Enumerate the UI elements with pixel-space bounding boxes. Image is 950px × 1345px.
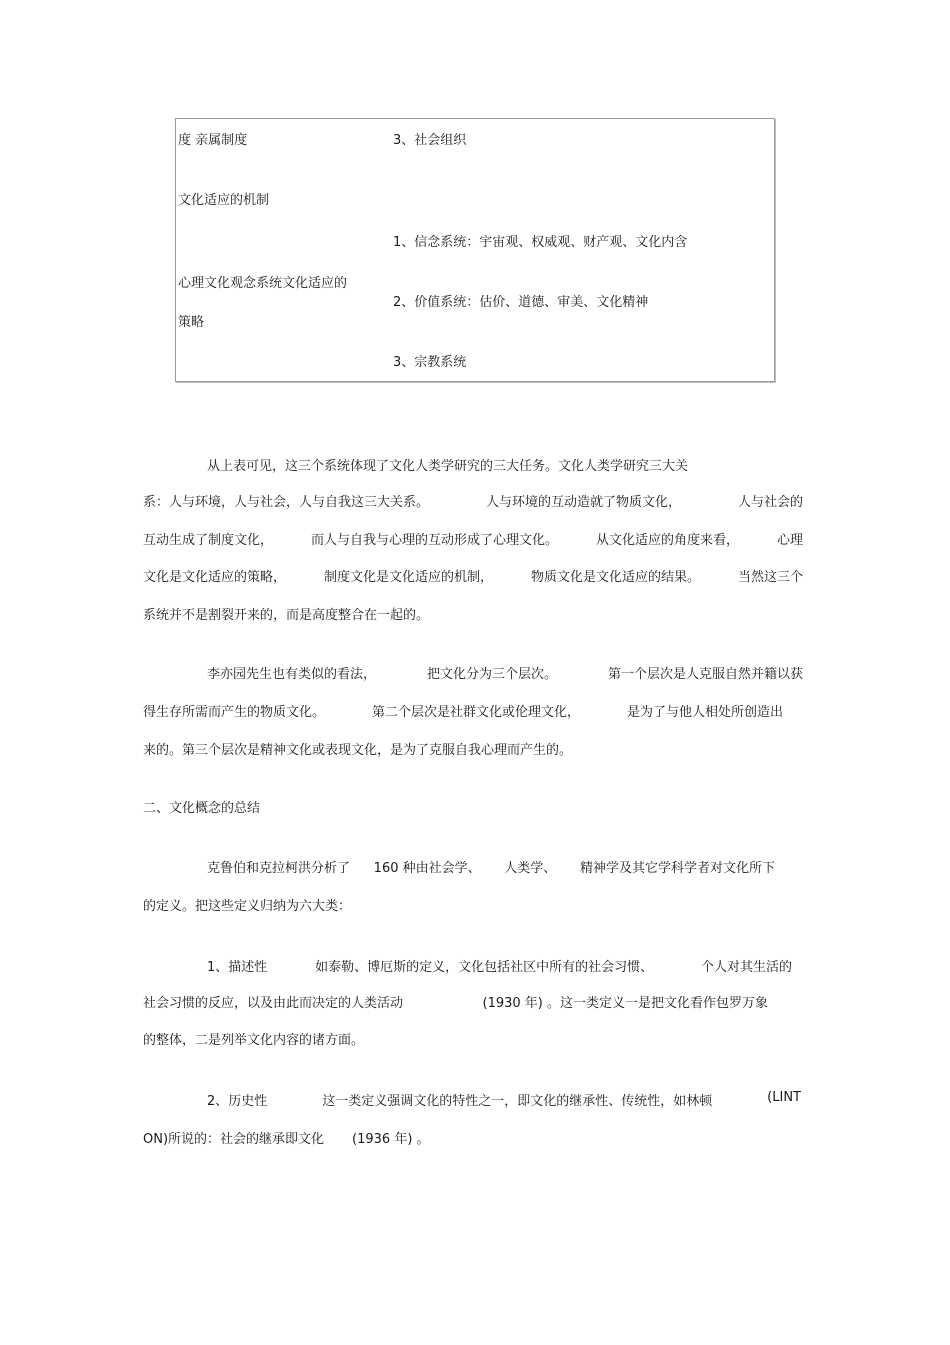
- table-cell-strategy: 策略: [178, 315, 205, 330]
- text-line: 的整体，二是列举文化内容的诸方面。: [143, 1033, 365, 1048]
- table-cell-social-org: 3、社会组织: [393, 133, 467, 148]
- text-line: [143, 701, 783, 720]
- text-line: [143, 992, 768, 1011]
- text-segment: 这一类定义强调文化的特性之一，即文化的继承性、传统性，如林顿: [322, 1094, 713, 1109]
- text-segment: 把文化分为三个层次。: [426, 667, 557, 682]
- text-line: 的定义。把这些定义归纳为六大类：: [143, 899, 352, 914]
- text-segment: 当然这三个: [737, 570, 803, 585]
- text-segment: 得生存所需而产生的物质文化。: [143, 705, 326, 720]
- text-segment: 1、描述性: [207, 960, 268, 975]
- text-line: [207, 1090, 801, 1109]
- text-segment: (1930 年) 。这一类定义一是把文化看作包罗万象: [482, 996, 768, 1011]
- text-segment: 克鲁伯和克拉柯洪分析了: [207, 861, 351, 876]
- table-cell-mechanism: 文化适应的机制: [178, 193, 270, 208]
- text-line: [143, 491, 803, 510]
- text-segment: 文化是文化适应的策略，: [143, 570, 287, 585]
- text-segment: 制度文化是文化适应的机制，: [323, 570, 493, 585]
- text-segment: (1936 年) 。: [352, 1132, 430, 1147]
- text-line: 从上表可见，这三个系统体现了文化人类学研究的三大任务。文化人类学研究三大关: [207, 459, 689, 474]
- text-segment: 李亦园先生也有类似的看法，: [207, 667, 377, 682]
- summary-table: [175, 118, 775, 382]
- text-segment: 系：人与环境，人与社会，人与自我这三大关系。: [143, 495, 430, 510]
- text-segment: 如泰勒、博厄斯的定义，文化包括社区中所有的社会习惯、: [315, 960, 654, 975]
- text-line: [143, 1128, 803, 1147]
- text-segment: 人与社会的: [737, 495, 803, 510]
- text-segment: 第二个层次是社群文化或伦理文化，: [371, 705, 580, 720]
- text-segment: 社会习惯的反应，以及由此而决定的人类活动: [143, 996, 404, 1011]
- table-cell-psych-culture: 心理文化观念系统文化适应的: [178, 276, 348, 291]
- text-line: [143, 566, 803, 585]
- text-segment: 人类学、: [504, 861, 557, 876]
- text-segment: 个人对其生活的: [700, 960, 792, 975]
- text-line: 系统并不是割裂开来的，而是高度整合在一起的。: [143, 608, 430, 623]
- table-cell-kinship: 度 亲属制度: [178, 133, 248, 148]
- text-line: [207, 663, 803, 682]
- table-cell-religion-system: 3、宗教系统: [393, 355, 467, 370]
- text-segment: 160 种由社会学、: [373, 861, 481, 876]
- text-segment: 第一个层次是人克服自然并籍以获: [607, 667, 803, 682]
- text-segment: 而人与自我与心理的互动形成了心理文化。: [310, 533, 558, 548]
- text-line: [143, 529, 803, 548]
- text-segment: 是为了与他人相处所创造出: [626, 705, 783, 720]
- text-segment: 精神学及其它学科学者对文化所下: [579, 861, 775, 876]
- table-cell-value-system: 2、价值系统：估价、道德、审美、文化精神: [393, 295, 649, 310]
- text-segment: 从文化适应的角度来看，: [595, 533, 739, 548]
- section-heading: 二、文化概念的总结: [143, 801, 261, 816]
- text-segment: 物质文化是文化适应的结果。: [530, 570, 700, 585]
- text-line: 来的。第三个层次是精神文化或表现文化，是为了克服自我心理而产生的。: [143, 743, 573, 758]
- text-line: [207, 956, 792, 975]
- text-segment: 心理: [776, 533, 803, 548]
- text-segment: 互动生成了制度文化，: [143, 533, 274, 548]
- text-segment: ON)所说的：社会的继承即文化: [143, 1132, 325, 1147]
- text-line: [207, 857, 775, 876]
- table-cell-belief-system: 1、信念系统：宇宙观、权威观、财产观、文化内含: [393, 235, 688, 250]
- text-segment: (LINT: [767, 1090, 801, 1105]
- text-segment: 人与环境的互动造就了物质文化，: [485, 495, 681, 510]
- text-segment: 2、历史性: [207, 1094, 268, 1109]
